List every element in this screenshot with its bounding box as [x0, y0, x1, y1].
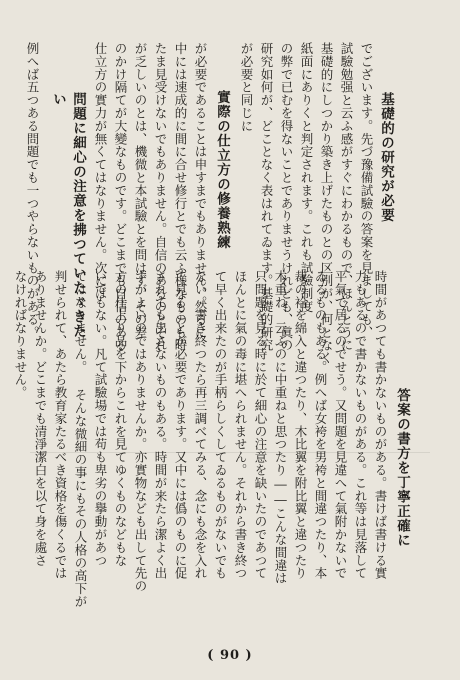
heading-answers: 答案の書方を丁寧正確に: [394, 388, 410, 548]
heading-attention: 問題に細心の注意を拂つていたゞきたい: [50, 92, 86, 339]
attention-paragraph: 例へば五つある問題でも一つやらないものがある。: [25, 42, 40, 339]
heading-fundamentals: 基礎的の研究が必要: [378, 92, 394, 223]
answers-paragraph: 時間があつても書かないものがある。書けば書ける實 力もあるので書かないものがある。これ等は見落して 平氣で居るのでせう。又問題を見違へて氣附かないで ゐるものもある。例へば女袴を男袴と間違つたり、本 裁の袷を綿入と違つたり、木比翼を附比翼と違つたり 木重ね、云ふのに中重ねと思つたり――こんな間違は 只問題を見る時に於て細心の注意を缺いたのであつて ほんとに氣の毒に堪へられません。それから書き終つ て早く出来たのが手柄らしくしてゐるものがないでも ない。書き終つたら再三調べてみる、念にも念を入れ て見ることが必要であります。又中には僞のものに促 されても出さないものもある。時間が来たら潔よく出 すがよいのではありませんか。亦實物なども出して先の 方の仕上り品を下からこれを見てゆくものなどもな いでもない。凡て試驗場では苟も卑劣の擧動があつ てはなりません。 そんな微細の事にもその人格の高下が 判せられて、あたら教育家たるべき資格を傷くるでは ありませんか。どこまでも清淨潔白を以て身を處さ なければなりません。: [13, 270, 388, 608]
heading-practice: 實際の仕立方の修養熟練: [214, 90, 230, 250]
page-number: ( 90 ): [207, 648, 253, 663]
fundamentals-paragraph: でございます。先づ豫備試驗の答案を見ましても、 試驗勉强と云ふ感がすぐにわかるもので、ほんとうに 基礎的にしつかり築き上げたものとの区別が、何となく 紙面にありくと判定されます。これも試驗制度 の弊で已むを得ないことでありませうけれども、眞の 研究如何が、どことなく表はれてゐます。基礎的研究 が必要と同じに: [239, 42, 374, 365]
practice-paragraph: が必要であることは申すまでもありません。然るに 中には速成的に間に合せ修行とでも云ふ様なものも時 たま見受けないでもありません。自信のあるのとそれ が乏しいのとは、機微と本試驗とを問はず、その差 のかけ隔てが大變なものです。どこまでも自信のある 仕立方の實力が無くてはなりません。次には: [93, 42, 208, 352]
